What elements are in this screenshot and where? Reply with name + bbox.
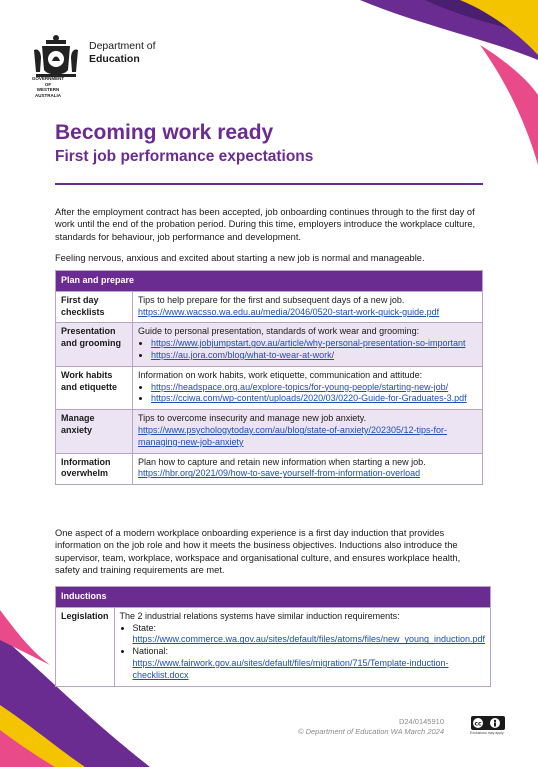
row-text: The 2 industrial relations systems have similar induction requirements: bbox=[119, 610, 400, 621]
row-text: Tips to help prepare for the first and subsequent days of a new job. bbox=[138, 294, 405, 305]
link[interactable]: https://www.fairwork.gov.au/sites/default/files/migration/715/Template-induction-checklist.docx bbox=[132, 657, 449, 680]
row-content bbox=[133, 453, 483, 485]
crest-caption-line2: WESTERN AUSTRALIA bbox=[35, 87, 61, 98]
intro-paragraph-2: Feeling nervous, anxious and excited about starting a new job is normal and manageable. bbox=[55, 253, 425, 263]
link-list bbox=[138, 382, 477, 406]
page-title: Becoming work ready bbox=[55, 121, 274, 144]
department-line1: Department of bbox=[89, 40, 156, 52]
top-right-decoration bbox=[330, 0, 538, 170]
list-item bbox=[151, 382, 477, 394]
middle-paragraph: One aspect of a modern workplace onboarding experience is a first day induction that provides information on the job role and how it meets the business objectives. Inductions also introduce the supervisor, team, workplace, workspace and organisational culture, and ensures workplace health, safety and training requirements are met. bbox=[55, 528, 461, 575]
row-content bbox=[133, 291, 483, 323]
cc-caption: Exclusions may apply bbox=[470, 731, 504, 735]
crest-caption-line1: GOVERNMENT OF bbox=[31, 76, 65, 87]
inductions-table bbox=[55, 586, 491, 687]
department-name bbox=[89, 40, 156, 66]
table-row bbox=[56, 291, 483, 323]
row-label-presentation: Presentation and grooming bbox=[56, 323, 133, 366]
link[interactable]: https://cciwa.com/wp-content/uploads/2020/03/0220-Guide-for-Graduates-3.pdf bbox=[151, 393, 467, 404]
document-footer bbox=[298, 717, 444, 737]
link[interactable]: https://headspace.org.au/explore-topics/for-young-people/starting-new-job/ bbox=[151, 381, 449, 392]
link[interactable]: https://www.psychologytoday.com/au/blog/state-of-anxiety/202305/12-tips-for-managing-new-job-anxiety bbox=[138, 424, 447, 447]
page-subtitle: First job performance expectations bbox=[55, 148, 314, 165]
copyright-notice: © Department of Education WA March 2024 bbox=[297, 727, 444, 736]
row-text: Information on work habits, work etiquette, communication and attitude: bbox=[138, 369, 423, 380]
link[interactable]: https://www.jobjumpstart.gov.au/article/why-personal-presentation-so-important bbox=[151, 338, 466, 349]
row-content bbox=[133, 366, 483, 409]
row-label-manage-anxiety: Manage anxiety bbox=[56, 410, 133, 453]
list-item bbox=[151, 338, 477, 350]
link[interactable]: https://www.commerce.wa.gov.au/sites/default/files/atoms/files/new_young_induction.pdf bbox=[132, 634, 486, 645]
creative-commons-icon bbox=[471, 716, 505, 730]
row-content bbox=[133, 323, 483, 366]
svg-text:cc: cc bbox=[474, 720, 482, 728]
title-divider bbox=[55, 183, 483, 185]
list-item bbox=[151, 350, 477, 362]
table-row bbox=[56, 607, 491, 686]
table-row bbox=[56, 366, 483, 409]
intro-paragraph-1: After the employment contract has been accepted, job onboarding continues through to the first day of work until the end of the probation period. During this time, employers introduce the workplace culture, standards for behaviour, job performance and development. bbox=[55, 207, 476, 242]
link-list bbox=[120, 623, 486, 682]
list-item bbox=[133, 623, 486, 647]
link[interactable]: https://hbr.org/2021/09/how-to-save-yourself-from-information-overload bbox=[138, 468, 421, 479]
department-line2: Education bbox=[89, 53, 140, 65]
row-text: Guide to personal presentation, standards of work wear and grooming: bbox=[138, 326, 420, 337]
list-item bbox=[133, 646, 486, 681]
crest-caption bbox=[30, 76, 66, 98]
bullet-label: • National: bbox=[132, 646, 169, 657]
row-content bbox=[133, 410, 483, 453]
inductions-table-heading: Inductions bbox=[56, 587, 491, 608]
link[interactable]: https://au.jora.com/blog/what-to-wear-at-work/ bbox=[151, 349, 335, 360]
link[interactable]: https://www.wacsso.wa.edu.au/media/2046/0520-start-work-quick-guide.pdf bbox=[138, 306, 440, 317]
row-text: Plan how to capture and retain new information when starting a new job. bbox=[138, 456, 426, 467]
row-text: Tips to overcome insecurity and manage new job anxiety. bbox=[138, 413, 367, 424]
bullet-label: • State: bbox=[132, 622, 157, 633]
row-label-information-overwhelm: Information overwhelm bbox=[56, 453, 133, 485]
document-id: D24/0145910 bbox=[398, 717, 444, 726]
list-item bbox=[151, 393, 477, 405]
plan-table-heading: Plan and prepare bbox=[56, 271, 483, 292]
row-content bbox=[114, 607, 491, 686]
table-row bbox=[56, 453, 483, 485]
table-row bbox=[56, 410, 483, 453]
row-label-work-habits: Work habits and etiquette bbox=[56, 366, 133, 409]
link-list bbox=[138, 338, 477, 362]
plan-and-prepare-table bbox=[55, 270, 483, 485]
table-row bbox=[56, 323, 483, 366]
row-label-legislation: Legislation bbox=[56, 607, 115, 686]
row-label-first-day: First day checklists bbox=[56, 291, 133, 323]
